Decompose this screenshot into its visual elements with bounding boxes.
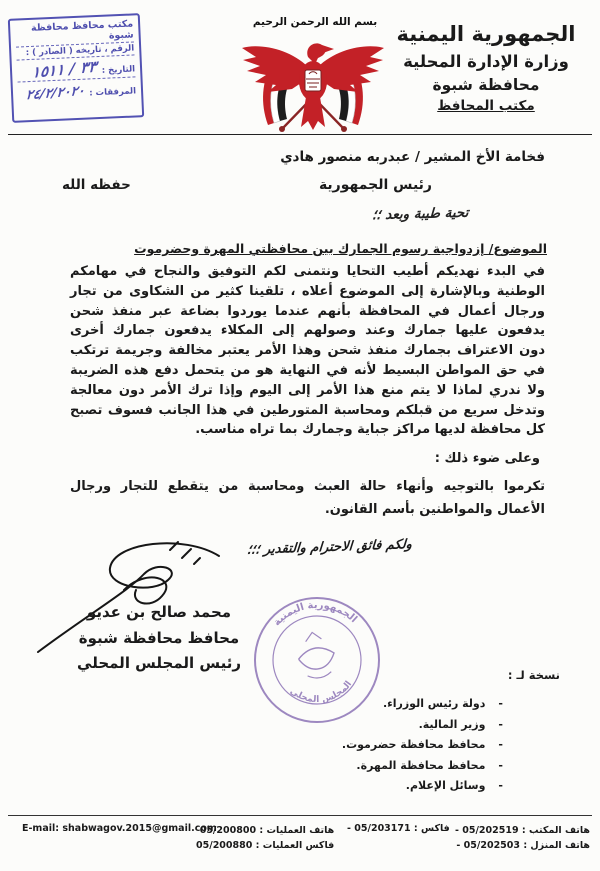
footer-divider-line [8, 815, 592, 816]
body-text-line: دون الاعتراف بجمارك منفذ شحن وهذا الأمر يعتبر مخالفة وجريمة ترتكب [70, 343, 545, 359]
copy-list-item: - محافظ محافظة حضرموت. [342, 738, 503, 759]
subject-line: الموضوع/ إزدواجية رسوم الجمارك بين محافظتي المهرة وحضرموت [134, 241, 547, 256]
body-text-line: الأعمال والمواطنين بأسم القانون. [324, 501, 545, 517]
footer-office-contacts [455, 823, 590, 853]
addressee-name: فخامة الأخ المشير / عبدربه منصور هادي [280, 149, 545, 165]
letterhead-ministry: وزارة الإدارة المحلية [403, 52, 569, 71]
footer-office-phone: هاتف المكتب : 05/202519 - [454, 825, 590, 836]
addressee-blessing: حفظه الله [62, 177, 131, 193]
letterhead-office: مكتب المحافظ [437, 98, 535, 114]
copies-label: نسخة لـ : [507, 668, 560, 682]
body-text-line: كل محافظة لديها مراكز جباية وجمارك بما تراه مناسب. [195, 422, 545, 438]
registry-stamp-date-handwritten: ٣٣ / ١٥١١ [31, 57, 98, 82]
copies-list [342, 697, 503, 800]
footer-home-phone: هاتف المنزل : 05/202503 - [456, 840, 590, 851]
body-text-line: ولا ندري لماذا لا يتم منع هذا الأمر إلى اليوم وإذا ترك الأمر دون معالجة [70, 382, 545, 398]
copy-list-item: - محافظ محافظة المهرة. [342, 759, 503, 780]
body-paragraph-1 [70, 262, 545, 440]
body-text-line: وتدخل سريع من قبلكم ومحاسبة المتورطين في هذا الجانب فسوف تصبح [70, 402, 545, 418]
body-text-line: الوطنية وبالإشارة إلى الموضوع أعلاه ، تلقينا كثير من الشكاوى من تجار [70, 283, 545, 299]
registry-stamp [8, 13, 144, 123]
in-light-of-that-line: وعلى ضوء ذلك : [434, 451, 540, 466]
body-text-line: تكرموا بالتوجيه وأنهاء حالة العبث ومحاسبة من يتقطع للتجار ورجال [70, 479, 545, 494]
yemen-national-emblem-icon [238, 33, 388, 135]
footer-operations-fax: فاكس العمليات : 05/200880 [196, 840, 335, 851]
letterhead [386, 22, 586, 114]
signer-title-council: رئيس المجلس المحلي [77, 654, 241, 672]
handwritten-greeting: تحية طيبة وبعد ؛؛ [371, 204, 469, 224]
body-text-line: في البدء نهديكم أطيب التحايا ونتمنى لكم التوفيق والنجاح في مهامكم [70, 264, 545, 279]
letterhead-country: الجمهورية اليمنية [396, 22, 576, 46]
footer-operations-contacts [196, 823, 334, 853]
registry-stamp-office-line: مكتب محافظ محافظة شبوة [15, 17, 134, 47]
seal-ring-text-bottom: المجلس المحلي [287, 679, 355, 706]
copy-list-item: - وزير المالية. [342, 718, 503, 739]
bismillah-calligraphy: بسم الله الرحمن الرحيم [252, 16, 378, 28]
signer-title-governor: محافظ محافظة شبوة [78, 628, 240, 647]
body-text-line: في حق المواطن البسيط لأنه في النهاية هو من يتحمل دفع هذه الضريبة [70, 362, 545, 378]
header-divider-line [8, 134, 592, 135]
footer-email: E-mail: shabwagov.2015@gmail.com [22, 823, 217, 834]
letterhead-governorate: محافظة شبوة [432, 76, 540, 94]
signer-name: محمد صالح بن عديو [86, 603, 232, 621]
seal-ring-text-top: الجمهورية اليمنية [271, 599, 360, 629]
footer-fax: فاكس : 05/203171 - [347, 823, 450, 834]
body-paragraph-2 [70, 476, 545, 521]
registry-stamp-attachments-handwritten: ٢٤/٢/٢٠٢٠ [24, 83, 85, 104]
body-text-line: يدفعون عليها جمارك وعند وصولهم إلى المكلاء يدفعون جمارك أخرى [70, 323, 545, 339]
copy-list-item: - دولة رئيس الوزراء. [342, 697, 503, 718]
handwritten-farewell: ولكم فائق الاحترام والتقدير ؛؛؛ [246, 537, 413, 558]
registry-stamp-attachments-row [18, 77, 137, 103]
registry-stamp-attachments-label: المرفقات : [89, 86, 137, 99]
emblem-shield [305, 70, 321, 91]
registry-stamp-date-label: التاريخ : [101, 64, 136, 76]
body-text-line: ورجال أعمال في المحافظة بأنهم عندما يوردوا بضاعة عبر منفذ شحن [70, 303, 545, 319]
registry-stamp-number-line: الرقم ، تاريخه ( الصادر ) : [16, 42, 134, 60]
addressee-title: رئيس الجمهورية [318, 177, 432, 193]
footer-operations-phone: هاتف العمليات : 05/200800 [199, 825, 335, 836]
copy-list-item: - وسائل الإعلام. [342, 779, 503, 800]
